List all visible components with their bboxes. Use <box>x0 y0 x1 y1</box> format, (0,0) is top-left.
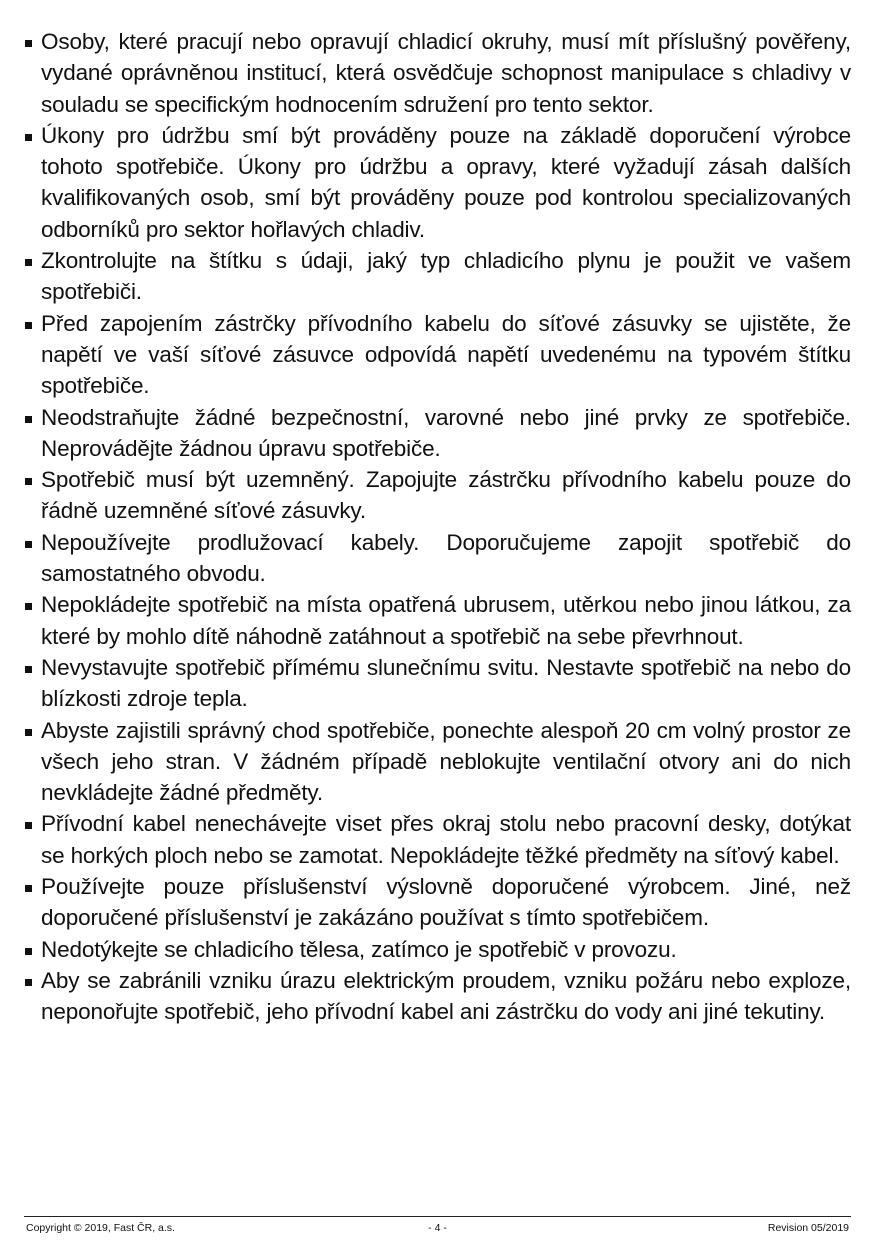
list-item <box>24 402 851 465</box>
bullet-square-icon <box>25 885 32 892</box>
bullet-square-icon <box>25 416 32 423</box>
revision-label: Revision 05/2019 <box>767 1222 849 1234</box>
list-item <box>24 26 851 120</box>
list-item-text: Abyste zajistili správný chod spotřebiče, ponechte alespoň 20 cm volný prostor ze všech jeho stran. V žádném případě neblokujte ventilační otvory ani do nich nevkládejte žádné předměty. <box>41 717 851 806</box>
footer-divider <box>24 1216 851 1217</box>
bullet-square-icon <box>25 40 32 47</box>
bullet-square-icon <box>25 478 32 485</box>
list-item <box>24 527 851 590</box>
list-item-text: Před zapojením zástrčky přívodního kabelu do síťové zásuvky se ujistěte, že napětí ve vaší síťové zásuvce odpovídá napětí uvedenému na typovém štítku spotřebiče. <box>41 310 851 399</box>
list-item-text: Neodstraňujte žádné bezpečnostní, varovné nebo jiné prvky ze spotřebiče. Neprovádějte žádnou úpravu spotřebiče. <box>41 404 851 461</box>
list-item-text: Nepoužívejte prodlužovací kabely. Doporučujeme zapojit spotřebič do samostatného obvodu. <box>41 529 851 587</box>
list-item <box>24 652 851 715</box>
list-item-text: Osoby, které pracují nebo opravují chladicí okruhy, musí mít příslušný pověřeny, vydané oprávněnou institucí, která osvědčuje schopnost manipulace s chladivy v souladu se specifickým hodnocením sdružení pro tento sektor. <box>41 29 851 117</box>
list-item <box>24 715 851 809</box>
list-item-text: Spotřebič musí být uzemněný. Zapojujte zástrčku přívodního kabelu pouze do řádně uzemněné síťové zásuvky. <box>41 467 851 524</box>
list-item <box>24 965 851 1028</box>
list-item-text: Zkontrolujte na štítku s údaji, jaký typ chladicího plynu je použit ve vašem spotřebiči. <box>41 248 851 305</box>
bullet-square-icon <box>25 822 32 829</box>
list-item <box>24 464 851 527</box>
list-item-text: Nevystavujte spotřebič přímému slunečnímu svitu. Nestavte spotřebič na nebo do blízkosti zdroje tepla. <box>41 654 851 712</box>
list-item-text: Aby se zabránili vzniku úrazu elektrickým proudem, vzniku požáru nebo exploze, neponořujte spotřebič, jeho přívodní kabel ani zástrčku do vody ani jiné tekutiny. <box>41 967 851 1025</box>
bullet-square-icon <box>25 603 32 610</box>
bullet-square-icon <box>25 666 32 673</box>
copyright-notice: Copyright © 2019, Fast ČR, a.s. <box>26 1222 175 1234</box>
bullet-square-icon <box>25 979 32 986</box>
bullet-square-icon <box>25 948 32 955</box>
list-item <box>24 934 851 965</box>
list-item <box>24 871 851 934</box>
list-item-text: Nepokládejte spotřebič na místa opatřená ubrusem, utěrkou nebo jinou látkou, za které by mohlo dítě náhodně zatáhnout a spotřebič na sebe převrhnout. <box>41 592 851 649</box>
list-item <box>24 245 851 308</box>
bullet-square-icon <box>25 259 32 266</box>
list-item <box>24 308 851 402</box>
page-footer <box>24 1220 851 1236</box>
safety-instructions-list <box>24 26 851 1028</box>
bullet-square-icon <box>25 729 32 736</box>
list-item <box>24 808 851 871</box>
list-item-text: Nedotýkejte se chladicího tělesa, zatímco je spotřebič v provozu. <box>41 936 677 962</box>
list-item <box>24 120 851 245</box>
page-number: - 4 - <box>428 1222 447 1234</box>
bullet-square-icon <box>25 541 32 548</box>
list-item-text: Úkony pro údržbu smí být prováděny pouze na základě doporučení výrobce tohoto spotřebiče. Úkony pro údržbu a opravy, které vyžadují zásah dalších kvalifikovaných osob, smí být prováděny pouze pod kontrolou specializovaných odborníků pro sektor hořlavých chladiv. <box>41 122 851 242</box>
list-item-text: Přívodní kabel nenechávejte viset přes okraj stolu nebo pracovní desky, dotýkat se horkých ploch nebo se zamotat. Nepokládejte těžké předměty na síťový kabel. <box>41 811 851 868</box>
list-item <box>24 589 851 652</box>
bullet-square-icon <box>25 134 32 141</box>
list-item-text: Používejte pouze příslušenství výslovně doporučené výrobcem. Jiné, než doporučené příslušenství je zakázáno používat s tímto spotřebičem. <box>41 874 851 931</box>
bullet-square-icon <box>25 322 32 329</box>
document-body <box>24 26 851 1028</box>
